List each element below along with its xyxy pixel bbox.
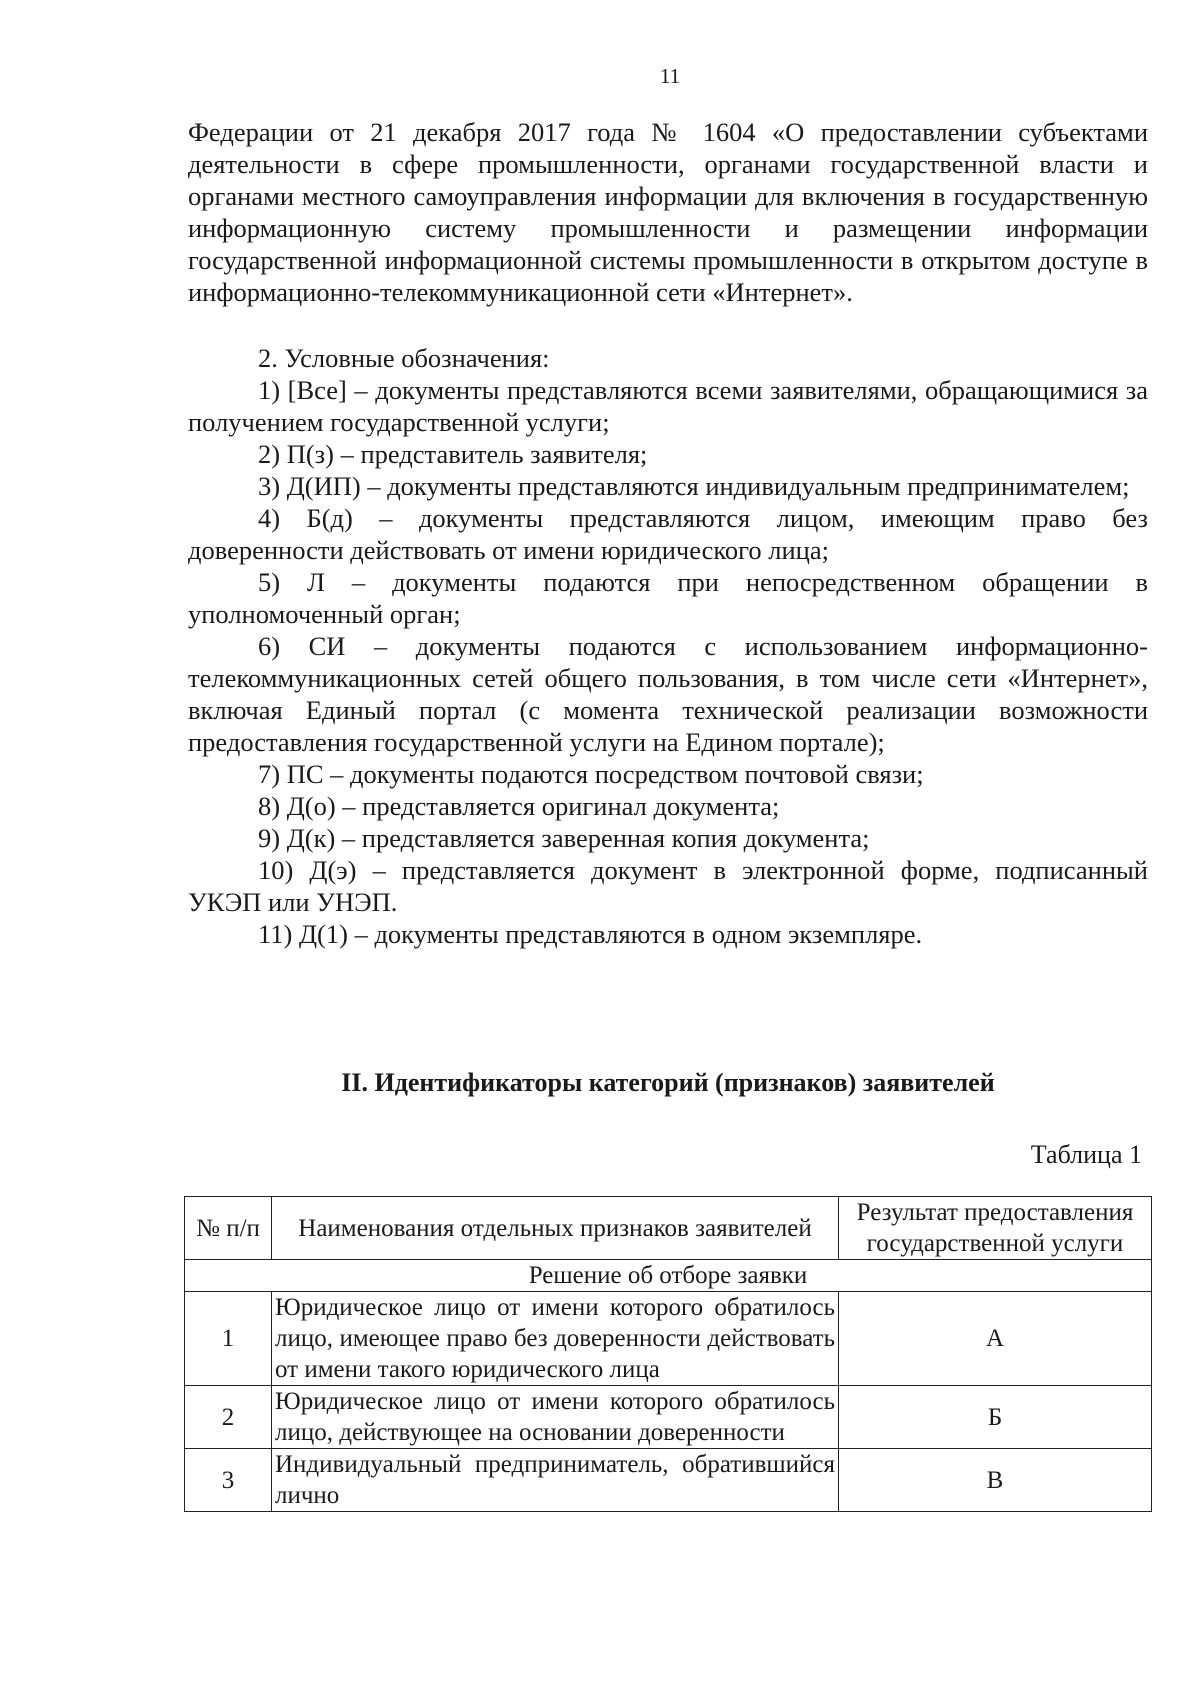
header-result: Результат предоставления государственной услуги [839, 1197, 1152, 1260]
table-row [185, 1292, 1152, 1386]
row-number: 3 [185, 1449, 272, 1512]
table-label: Таблица 1 [1030, 1140, 1142, 1169]
header-name: Наименования отдельных признаков заявителей [272, 1197, 839, 1260]
legend-item: 10) Д(э) – представляется документ в электронной форме, подписанный УКЭП или УНЭП. [188, 855, 1148, 917]
legend-item: 9) Д(к) – представляется заверенная копия документа; [258, 823, 870, 853]
row-name: Юридическое лицо от имени которого обратилось лицо, действующее на основании доверенности [272, 1386, 839, 1449]
legend-item: 5) Л – документы подаются при непосредственном обращении в уполномоченный орган; [188, 567, 1148, 629]
legend-title: 2. Условные обозначения: [258, 343, 550, 373]
header-number: № п/п [185, 1197, 272, 1260]
page-number: 11 [659, 64, 681, 88]
row-number: 1 [185, 1292, 272, 1386]
applicant-categories-table [184, 1196, 1152, 1512]
row-result: В [839, 1449, 1152, 1512]
table-group-row [185, 1260, 1152, 1292]
legend-item: 6) СИ – документы подаются с использованием информационно-телекоммуникационных сетей общего пользования, в том числе сети «Интернет», включая Единый портал (с момента технической реализации возможности предоставления государственной услуги на Едином портале); [188, 631, 1148, 757]
document-body [188, 116, 1148, 950]
row-name: Юридическое лицо от имени которого обратилось лицо, имеющее право без доверенности действовать от имени такого юридического лица [272, 1292, 839, 1386]
legend-item: 3) Д(ИП) – документы представляются индивидуальным предпринимателем; [258, 471, 1130, 501]
table-row [185, 1386, 1152, 1449]
intro-paragraph: Федерации от 21 декабря 2017 года № 1604 «О предоставлении субъектами деятельности в сфере промышленности, органами государственной власти и органами местного самоуправления информации для включения в государственную информационную систему промышленности и размещении информации государственной информационной системы промышленности в открытом доступе в информационно-телекоммуникационной сети «Интернет». [188, 117, 1148, 307]
section-heading: II. Идентификаторы категорий (признаков) заявителей [341, 1068, 995, 1097]
legend-item: 11) Д(1) – документы представляются в одном экземпляре. [258, 919, 923, 949]
legend-item: 4) Б(д) – документы представляются лицом, имеющим право без доверенности действовать от имени юридического лица; [188, 503, 1148, 565]
legend-item: 1) [Все] – документы представляются всеми заявителями, обращающимися за получением государственной услуги; [188, 375, 1148, 437]
legend-item: 2) П(з) – представитель заявителя; [258, 439, 648, 469]
legend-item: 7) ПС – документы подаются посредством почтовой связи; [258, 759, 924, 789]
table-header-row [185, 1197, 1152, 1260]
row-result: А [839, 1292, 1152, 1386]
group-label: Решение об отборе заявки [185, 1260, 1152, 1292]
row-number: 2 [185, 1386, 272, 1449]
paragraph-spacer [188, 308, 1148, 342]
table-row [185, 1449, 1152, 1512]
legend-item: 8) Д(о) – представляется оригинал документа; [258, 791, 780, 821]
row-name: Индивидуальный предприниматель, обратившийся лично [272, 1449, 839, 1512]
row-result: Б [839, 1386, 1152, 1449]
